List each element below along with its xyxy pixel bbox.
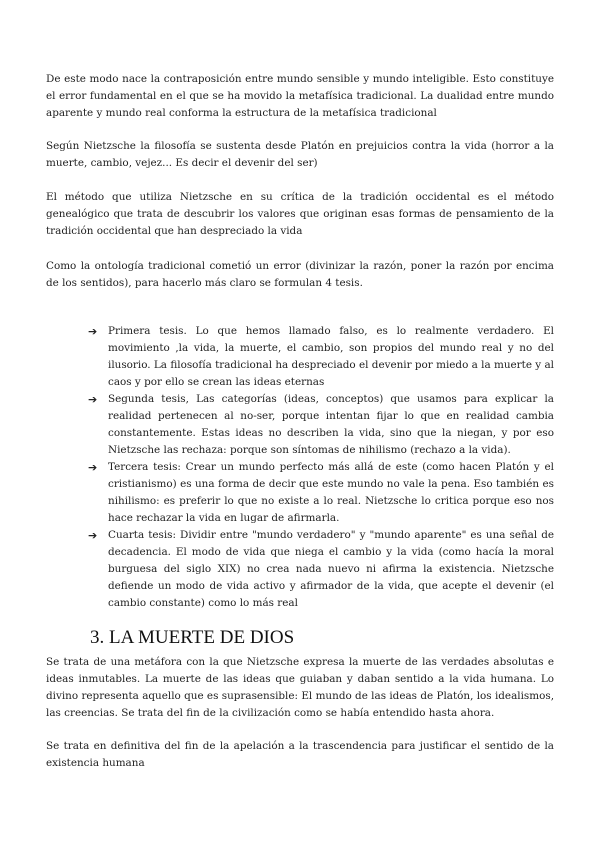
thesis-text-1: Primera tesis. Lo que hemos llamado falso, es lo realmente verdadero. El movimiento ,la vida, la muerte, el cambio, son propios del mundo real y no del ilusorio. La filosofía tradicional ha despreciado el devenir por miedo a la muerte y al caos y por ello se crean las ideas eternas <box>108 325 554 388</box>
thesis-text-2: Segunda tesis, Las categorías (ideas, conceptos) que usamos para explicar la realidad pertenecen al no-ser, porque intentan fijar lo que en realidad cambia constantemente. Estas ideas no describen la vida, sino que la niegan, y por eso Nietzsche las rechaza: porque son síntomas de nihilismo (rechazo a la vida). <box>108 393 554 456</box>
paragraph-prejuicios: Según Nietzsche la filosofía se sustenta desde Platón en prejuicios contra la vida (horror a la muerte, cambio, vejez... Es decir el devenir del ser) <box>46 140 554 169</box>
thesis-text-4: Cuarta tesis: Dividir entre "mundo verdadero" y "mundo aparente" es una señal de decadencia. El modo de vida que niega el cambio y la vida (como hacía la moral burguesa del siglo XIX) no crea nada nuevo ni afirma la existencia. Nietzsche defiende un modo de vida activo y afirmador de la vida, que acepte el devenir (el cambio constante) como lo más real <box>108 529 554 609</box>
thesis-list <box>88 323 554 612</box>
thesis-text-3: Tercera tesis: Crear un mundo perfecto más allá de este (como hacen Platón y el cristianismo) es una forma de decir que este mundo no vale la pena. Eso también es nihilismo: es preferir lo que no existe a lo real. Nietzsche lo critica porque eso nos hace rechazar la vida en lugar de afirmarla. <box>108 461 554 524</box>
paragraph-muerte-de-dios: Se trata de una metáfora con la que Nietzsche expresa la muerte de las verdades absolutas e ideas inmutables. La muerte de las ideas que guiaban y daban sentido a la vida humana. Lo divino representa aquello que es suprasensible: El mundo de las ideas de Platón, los idealismos, las creencias. Se trata del fin de la civilización como se había entendido hasta ahora. <box>46 656 554 719</box>
arrow-right-icon: ➔ <box>88 325 98 338</box>
thesis-item-4 <box>88 527 554 612</box>
arrow-right-icon: ➔ <box>88 393 98 406</box>
arrow-right-icon: ➔ <box>88 529 98 542</box>
paragraph-contraposicion: De este modo nace la contraposición entre mundo sensible y mundo inteligible. Esto constituye el error fundamental en el que se ha movido la metafísica tradicional. La dualidad entre mundo aparente y mundo real conforma la estructura de la metafísica tradicional <box>46 73 554 119</box>
paragraph-cuatro-tesis: Como la ontología tradicional cometió un error (divinizar la razón, poner la razón por encima de los sentidos), para hacerlo más claro se formulan 4 tesis. <box>46 260 554 289</box>
thesis-item-1 <box>88 323 554 391</box>
section-heading: 3. LA MUERTE DE DIOS <box>90 627 295 648</box>
thesis-item-2 <box>88 391 554 459</box>
arrow-right-icon: ➔ <box>88 461 98 474</box>
thesis-item-3 <box>88 459 554 527</box>
paragraph-trascendencia: Se trata en definitiva del fin de la apelación a la trascendencia para justificar el sentido de la existencia humana <box>46 740 554 769</box>
paragraph-metodo-genealogico: El método que utiliza Nietzsche en su crítica de la tradición occidental es el método genealógico que trata de descubrir los valores que originan esas formas de pensamiento de la tradición occidental que han despreciado la vida <box>46 191 554 237</box>
